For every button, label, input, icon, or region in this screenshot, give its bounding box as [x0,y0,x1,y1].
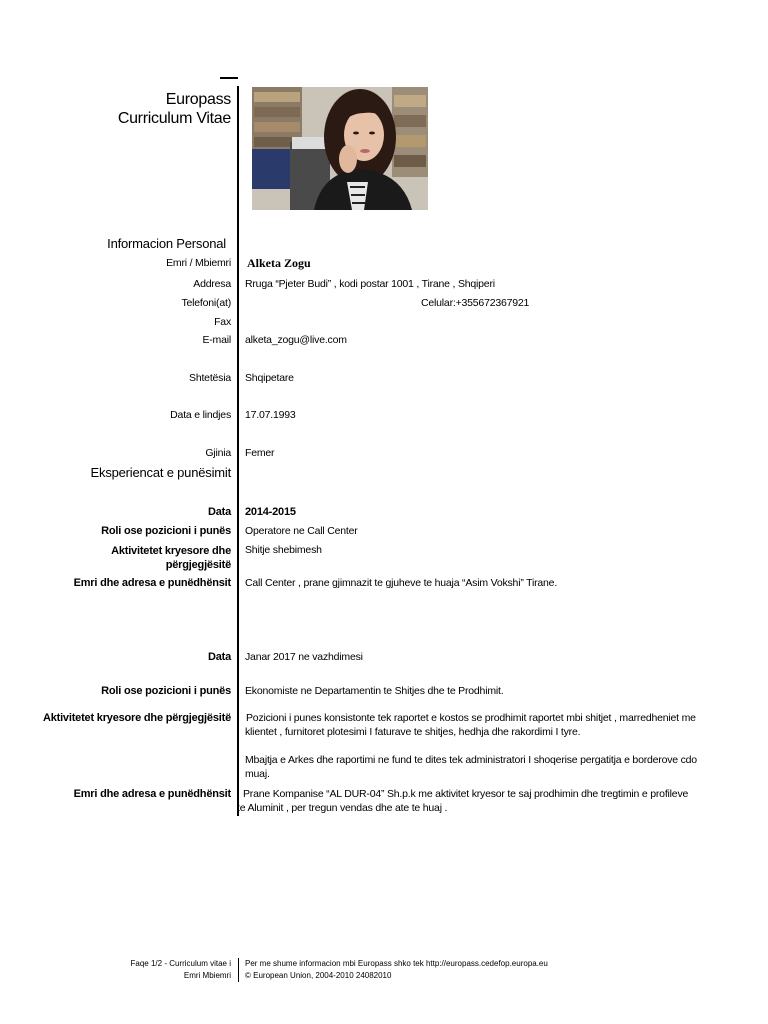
fax-label: Fax [214,316,231,328]
footer-right [245,958,548,982]
profile-photo [252,87,428,210]
job1-date-value: 2014-2015 [245,506,296,518]
gender-label: Gjinia [205,447,231,459]
experience-section-title: Eksperiencat e punësimit [90,465,231,480]
job2-activities-line3: Mbajtja e Arkes dhe raportimi ne fund te dites tek administratori I shoqerise pergatitja e borderove cdo [245,754,697,766]
job2-activities-line4: muaj. [245,768,270,780]
europass-title [118,90,231,128]
job2-role-label: Roli ose pozicioni i punës [101,685,231,697]
job1-activities-label-line1: Aktivitetet kryesore dhe [111,545,231,557]
dob-value: 17.07.1993 [245,409,296,421]
title-line-1: Europass [165,91,231,108]
job2-activities-line1: Pozicioni i punes konsistonte tek raportet e kostos se prodhimit raportet mbi shitjet , marredheniet me [246,712,696,724]
footer-divider [238,958,239,982]
job1-employer-label: Emri dhe adresa e punëdhënsit [73,577,231,589]
job1-date-label: Data [207,506,231,518]
title-line-2: Curriculum Vitae [117,110,231,127]
job2-date-label: Data [207,651,231,663]
address-label: Addresa [193,278,231,290]
job1-activities-label-line2: përgjegjësitë [165,559,231,571]
footer-page-info: Faqe 1/2 - Curriculum vitae i [130,959,231,968]
personal-section-title: Informacion Personal [107,236,226,251]
top-rule [220,77,238,79]
job1-role-label: Roli ose pozicioni i punës [101,525,231,537]
email-value: alketa_zogu@live.com [245,334,347,346]
nationality-label: Shtetësia [189,372,231,384]
job1-activities-value: Shitje shebimesh [245,544,322,556]
name-label: Emri / Mbiemri [166,257,231,269]
dob-label: Data e lindjes [170,409,231,421]
job1-role-value: Operatore ne Call Center [245,525,358,537]
phone-label: Telefoni(at) [181,297,231,309]
footer-europass-link: Per me shume informacion mbi Europass shko tek http://europass.cedefop.europa.eu [245,959,548,968]
nationality-value: Shqipetare [245,372,294,384]
email-label: E-mail [202,334,231,346]
job2-activities-label: Aktivitetet kryesore dhe përgjegjësitë [42,712,231,724]
job2-role-value: Ekonomiste ne Departamentin te Shitjes dhe te Prodhimit. [245,685,504,697]
job2-activities-line2: klientet , furnitoret plotesimi I faturave te shitjes, hedhja dhe rakordimi I tyre. [245,726,581,738]
job2-employer-line1: Prane Kompanise “AL DUR-04” Sh.p.k me aktivitet kryesor te saj prodhimin dhe tregtimin e profileve [243,788,689,800]
job2-date-value: Janar 2017 ne vazhdimesi [245,651,363,663]
main-divider [237,86,239,816]
address-value: Rruga “Pjeter Budi” , kodi postar 1001 , Tirane , Shqiperi [245,278,495,290]
footer-copyright: © European Union, 2004-2010 24082010 [245,971,392,980]
mobile-value: Celular:+355672367921 [421,297,530,309]
gender-value: Femer [245,447,275,459]
job2-employer-label: Emri dhe adresa e punëdhënsit [73,788,231,800]
footer-name: Emri Mbiemri [183,971,231,980]
job2-employer-line2: te Aluminit , per tregun vendas dhe ate te huaj . [237,802,448,814]
job1-employer-value: Call Center , prane gjimnazit te gjuheve te huaja “Asim Vokshi” Tirane. [245,577,558,589]
job1-activities-label [111,544,231,572]
name-value: Alketa Zogu [247,256,311,270]
footer-left [131,958,231,982]
